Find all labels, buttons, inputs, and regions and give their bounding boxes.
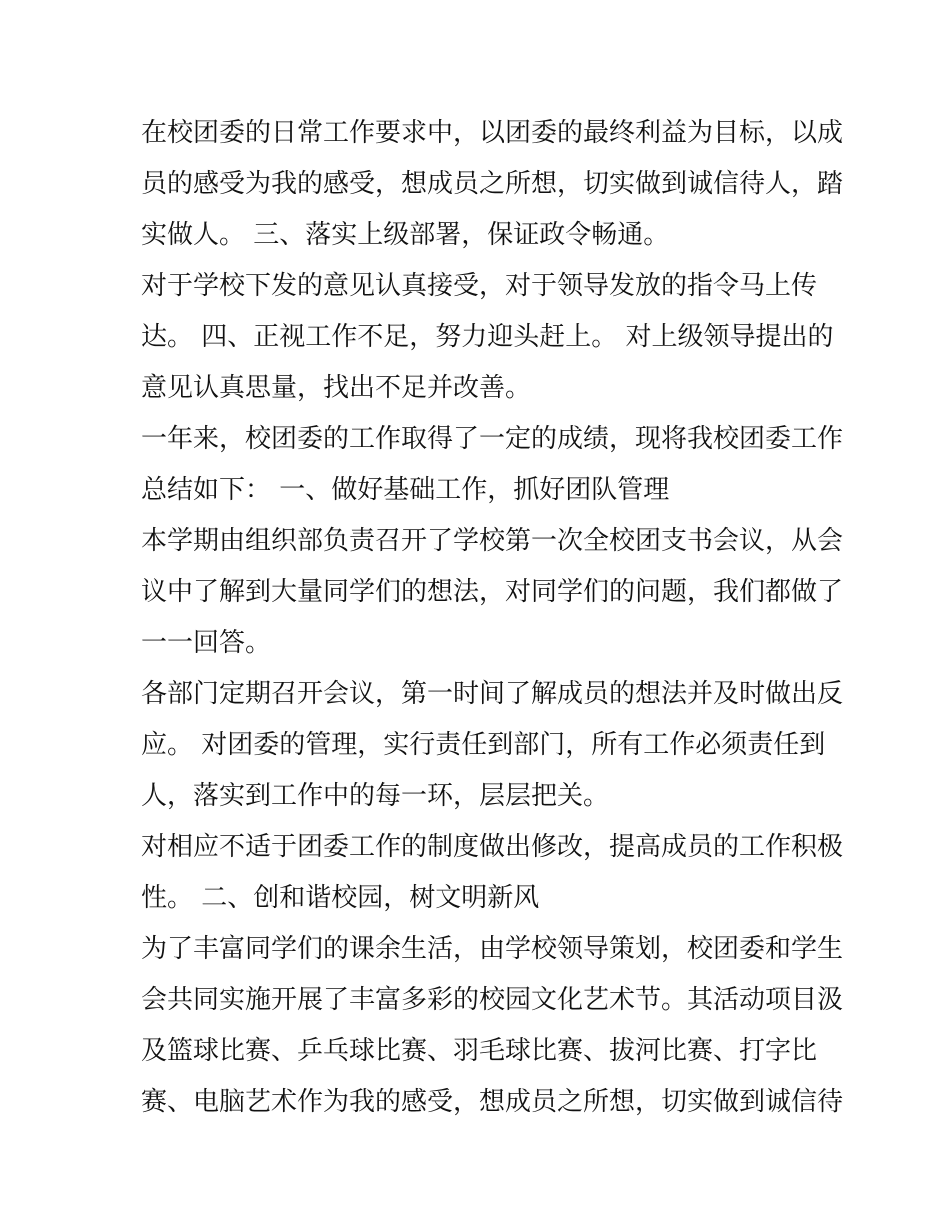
text-line: 在校团委的日常工作要求中，以团委的最终利益为目标，以成 <box>141 118 844 148</box>
text-line: 赛、电脑艺术作为我的感受，想成员之所想，切实做到诚信待 <box>141 1087 844 1117</box>
text-line: 性。 二、创和谐校园，树文明新风 <box>141 883 540 913</box>
text-line: 达。 四、正视工作不足，努力迎头赶上。 对上级领导提出的 <box>141 322 834 352</box>
text-line: 总结如下： 一、做好基础工作，抓好团队管理 <box>141 475 670 505</box>
text-line: 一一回答。 <box>141 628 272 658</box>
text-line: 意见认真思量，找出不足并改善。 <box>141 373 532 403</box>
text-line: 对于学校下发的意见认真接受，对于领导发放的指令马上传 <box>141 271 818 301</box>
text-line: 本学期由组织部负责召开了学校第一次全校团支书会议，从会 <box>141 526 844 556</box>
text-line: 人，落实到工作中的每一环，层层把关。 <box>141 781 610 811</box>
text-line: 一年来，校团委的工作取得了一定的成绩，现将我校团委工作 <box>141 424 844 454</box>
text-line: 员的感受为我的感受，想成员之所想，切实做到诚信待人，踏 <box>141 169 844 199</box>
text-line: 实做人。 三、落实上级部署，保证政令畅通。 <box>141 220 670 250</box>
text-line: 及篮球比赛、乒乓球比赛、羽毛球比赛、拔河比赛、打字比 <box>141 1036 818 1066</box>
document-body <box>141 108 844 1128</box>
text-line: 会共同实施开展了丰富多彩的校园文化艺术节。其活动项目汲 <box>141 985 844 1015</box>
text-line: 为了丰富同学们的课余生活，由学校领导策划，校团委和学生 <box>141 934 844 964</box>
text-line: 对相应不适于团委工作的制度做出修改，提高成员的工作积极 <box>141 832 844 862</box>
text-line: 应。 对团委的管理，实行责任到部门，所有工作必须责任到 <box>141 730 826 760</box>
text-line: 议中了解到大量同学们的想法，对同学们的问题，我们都做了 <box>141 577 844 607</box>
text-line: 各部门定期召开会议，第一时间了解成员的想法并及时做出反 <box>141 679 844 709</box>
